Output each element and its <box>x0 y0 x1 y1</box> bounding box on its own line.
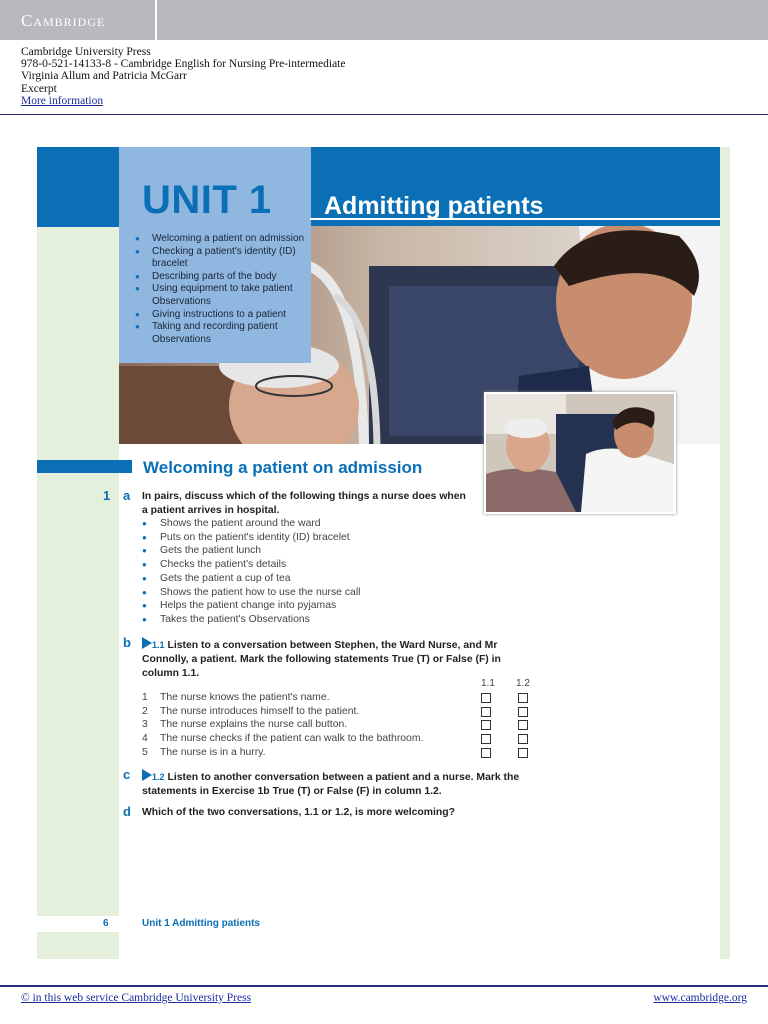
statement-number: 2 <box>142 705 148 717</box>
list-item: ● Shows the patient around the ward <box>142 517 360 531</box>
excerpt-label: Excerpt <box>21 82 57 95</box>
statement-text: The nurse checks if the patient can walk to the bathroom. <box>160 733 424 745</box>
exercise-letter-c: c <box>123 767 131 782</box>
objective-item: ● Taking and recording patient Observations <box>135 321 311 346</box>
statement-number: 5 <box>142 746 148 758</box>
objective-item: ● Checking a patient's identity (ID) bracelet <box>135 246 311 271</box>
table-row <box>142 705 542 719</box>
objective-item: ● Describing parts of the body <box>135 271 311 284</box>
audio-play-icon[interactable] <box>142 769 152 781</box>
objective-item: ● Welcoming a patient on admission <box>135 233 311 246</box>
statements-table <box>142 691 542 759</box>
cambridge-site-link[interactable]: www.cambridge.org <box>653 992 747 1004</box>
inset-photo <box>484 392 676 514</box>
table-row <box>142 732 542 746</box>
exercise-number: 1 <box>103 488 111 503</box>
objective-item: ● Using equipment to take patient Observations <box>135 283 311 308</box>
exercise-d-instruction: Which of the two conversations, 1.1 or 1.2, is more welcoming? <box>142 807 455 818</box>
list-item: ● Shows the patient how to use the nurse call <box>142 586 360 600</box>
right-margin-strip <box>720 147 730 959</box>
nurse-tasks-list <box>142 517 360 627</box>
statement-number: 3 <box>142 719 148 731</box>
checkbox-1-2[interactable] <box>518 693 528 703</box>
checkbox-1-1[interactable] <box>481 734 491 744</box>
logo-text: Cambridge <box>21 11 106 30</box>
list-item: ● Helps the patient change into pyjamas <box>142 599 360 613</box>
publisher: Cambridge University Press <box>21 46 151 58</box>
left-margin-strip <box>37 147 119 959</box>
checkbox-1-1[interactable] <box>481 720 491 730</box>
header-divider <box>0 114 768 115</box>
statement-number: 4 <box>142 733 148 745</box>
authors: Virginia Allum and Patricia McGarr <box>21 70 187 83</box>
checkbox-1-2[interactable] <box>518 707 528 717</box>
exercise-letter-b: b <box>123 635 131 650</box>
statement-text: The nurse explains the nurse call button. <box>160 719 348 731</box>
list-item: ● Takes the patient's Observations <box>142 613 360 627</box>
list-item: ● Puts on the patient's identity (ID) bracelet <box>142 531 360 545</box>
objective-item: ● Giving instructions to a patient <box>135 309 311 322</box>
exercise-letter-a: a <box>123 488 131 503</box>
footer-divider <box>0 985 768 987</box>
cambridge-logo <box>0 0 157 40</box>
exercise-a-instruction: In pairs, discuss which of the following things a nurse does when a patient arrives in hospital. <box>142 491 466 516</box>
book-metadata <box>21 46 345 107</box>
section-title: Welcoming a patient on admission <box>143 458 423 477</box>
exercise-letter-d: d <box>123 804 131 819</box>
column-header-1-2: 1.2 <box>516 678 530 689</box>
list-item: ● Gets the patient a cup of tea <box>142 572 360 586</box>
unit-number: UNIT 1 <box>142 178 272 222</box>
statement-text: The nurse is in a hurry. <box>160 746 266 758</box>
column-header-1-1: 1.1 <box>481 678 495 689</box>
exercise-c-text: Listen to another conversation between a patient and a nurse. Mark the statements in Exercise 1b True (T) or False (F) in column 1.2. <box>142 772 520 797</box>
audio-track-number: 1.1 <box>152 640 165 650</box>
checkbox-1-1[interactable] <box>481 707 491 717</box>
audio-track-number: 1.2 <box>152 772 165 782</box>
unit-title: Admitting patients <box>324 192 544 220</box>
checkbox-1-1[interactable] <box>481 693 491 703</box>
table-row <box>142 718 542 732</box>
more-information-link[interactable]: More information <box>21 94 104 107</box>
list-item: ● Gets the patient lunch <box>142 544 360 558</box>
statement-text: The nurse knows the patient's name. <box>160 692 330 703</box>
cambridge-header-bar <box>0 0 768 40</box>
checkbox-1-2[interactable] <box>518 734 528 744</box>
checkbox-1-2[interactable] <box>518 720 528 730</box>
list-item: ● Checks the patient's details <box>142 558 360 572</box>
running-footer: Unit 1 Admitting patients <box>142 918 260 929</box>
exercise-c-instruction <box>142 769 537 799</box>
table-row <box>142 746 542 760</box>
page-number: 6 <box>103 918 109 929</box>
checkbox-1-1[interactable] <box>481 748 491 758</box>
unit-objectives <box>135 233 311 346</box>
exercise-b-text: Listen to a conversation between Stephen, the Ward Nurse, and Mr Connolly, a patient. Mark the following statements True (T) or False (F) in column 1.1. <box>142 640 501 679</box>
copyright-link[interactable]: © in this web service Cambridge University Press <box>21 992 252 1004</box>
book-title: 978-0-521-14133-8 - Cambridge English for Nursing Pre-intermediate <box>21 58 346 71</box>
statement-text: The nurse introduces himself to the patient. <box>160 705 360 717</box>
checkbox-1-2[interactable] <box>518 748 528 758</box>
statement-number: 1 <box>142 692 148 703</box>
audio-play-icon[interactable] <box>142 637 152 649</box>
table-row <box>142 691 542 705</box>
exercise-b-instruction <box>142 637 502 681</box>
section-marker <box>37 460 132 473</box>
